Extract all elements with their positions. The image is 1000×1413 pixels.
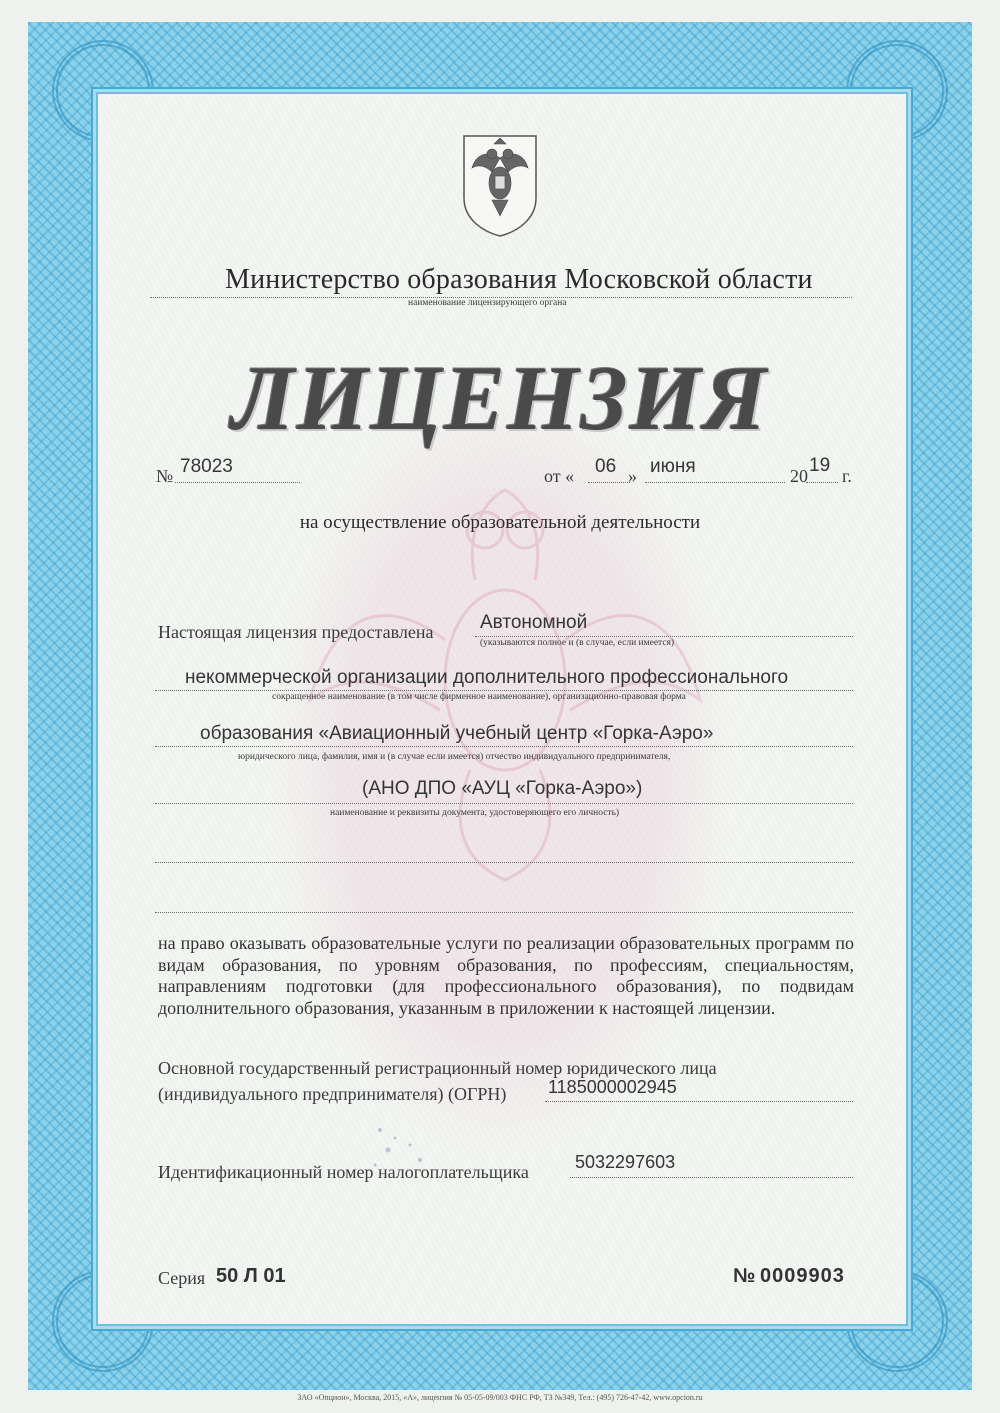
underline — [588, 482, 630, 483]
date-day-close: » — [628, 466, 637, 486]
licensing-authority: Министерство образования Московской области — [225, 264, 813, 295]
ogrn-value: 1185000002945 — [548, 1077, 677, 1097]
form-number: 0009903 — [760, 1265, 845, 1287]
year-suffix: 19 — [809, 455, 831, 476]
printer-footer: ЗАО «Опцион», Москва, 2015, «А», лицензия № 05-05-09/003 ФНС РФ, ТЗ №349, Тел.: (495) 726-47-42, www.opcion.ru — [297, 1393, 703, 1402]
inn-value: 5032297603 — [575, 1152, 676, 1172]
underline — [570, 1177, 853, 1178]
document-title: ЛИЦЕНЗИЯ — [231, 347, 769, 449]
licensee-caption-1: (указываются полное и (в случае, если имеется) — [480, 638, 675, 648]
date-month: июня — [650, 456, 696, 477]
underline — [645, 482, 785, 483]
underline — [475, 636, 853, 637]
licensee-line-2: некоммерческой организации дополнительного профессионального — [185, 667, 789, 688]
underline — [155, 912, 853, 913]
form-number-label: № — [733, 1265, 756, 1287]
licensee-caption-2: сокращенное наименование (в том числе фирменное наименование), организационно-правовая форма — [272, 692, 686, 702]
licensee-caption-4: наименование и реквизиты документа, удостоверяющего его личность) — [330, 808, 620, 818]
license-number: 78023 — [180, 456, 233, 477]
date-from-label: от « — [544, 466, 575, 486]
underline — [175, 482, 300, 483]
licensee-caption-3: юридического лица, фамилия, имя и (в случае если имеется) отчество индивидуального предпринимателя, — [238, 752, 671, 762]
number-label: № — [156, 466, 174, 486]
rights-paragraph: на право оказывать образовательные услуги по реализации образовательных программ по видам образования, по уровням образования, по профессиям, специальностям, направлениям подготовки (для профессионального образования), по подвидам дополнительного образования, указанным в приложении к настоящей лицензии. — [158, 933, 854, 1018]
underline — [545, 1101, 853, 1102]
licensee-line-4: (АНО ДПО «АУЦ «Горка-Аэро») — [362, 778, 643, 799]
authority-caption: наименование лицензирующего органа — [408, 298, 567, 308]
licensee-line-1: Автономной — [480, 612, 588, 633]
activity-type: на осуществление образовательной деятельности — [299, 512, 701, 533]
licensee-intro-label: Настоящая лицензия предоставлена — [158, 622, 434, 642]
series-label: Серия — [158, 1268, 206, 1288]
underline — [155, 862, 853, 863]
year-label: г. — [842, 466, 852, 486]
date-day: 06 — [595, 456, 617, 477]
inn-label: Идентификационный номер налогоплательщика — [158, 1162, 529, 1182]
underline — [155, 690, 853, 691]
year-prefix: 20 — [790, 466, 808, 486]
ogrn-label-line-2: (индивидуального предпринимателя) (ОГРН) — [158, 1084, 507, 1104]
underline — [155, 803, 853, 804]
licensee-line-3: образования «Авиационный учебный центр «Горка-Аэро» — [200, 723, 714, 744]
series-value: 50 Л 01 — [216, 1265, 286, 1287]
ogrn-label-line-1: Основной государственный регистрационный номер юридического лица — [158, 1058, 717, 1078]
underline — [806, 482, 838, 483]
underline — [155, 746, 853, 747]
coat-of-arms-icon — [458, 128, 542, 238]
